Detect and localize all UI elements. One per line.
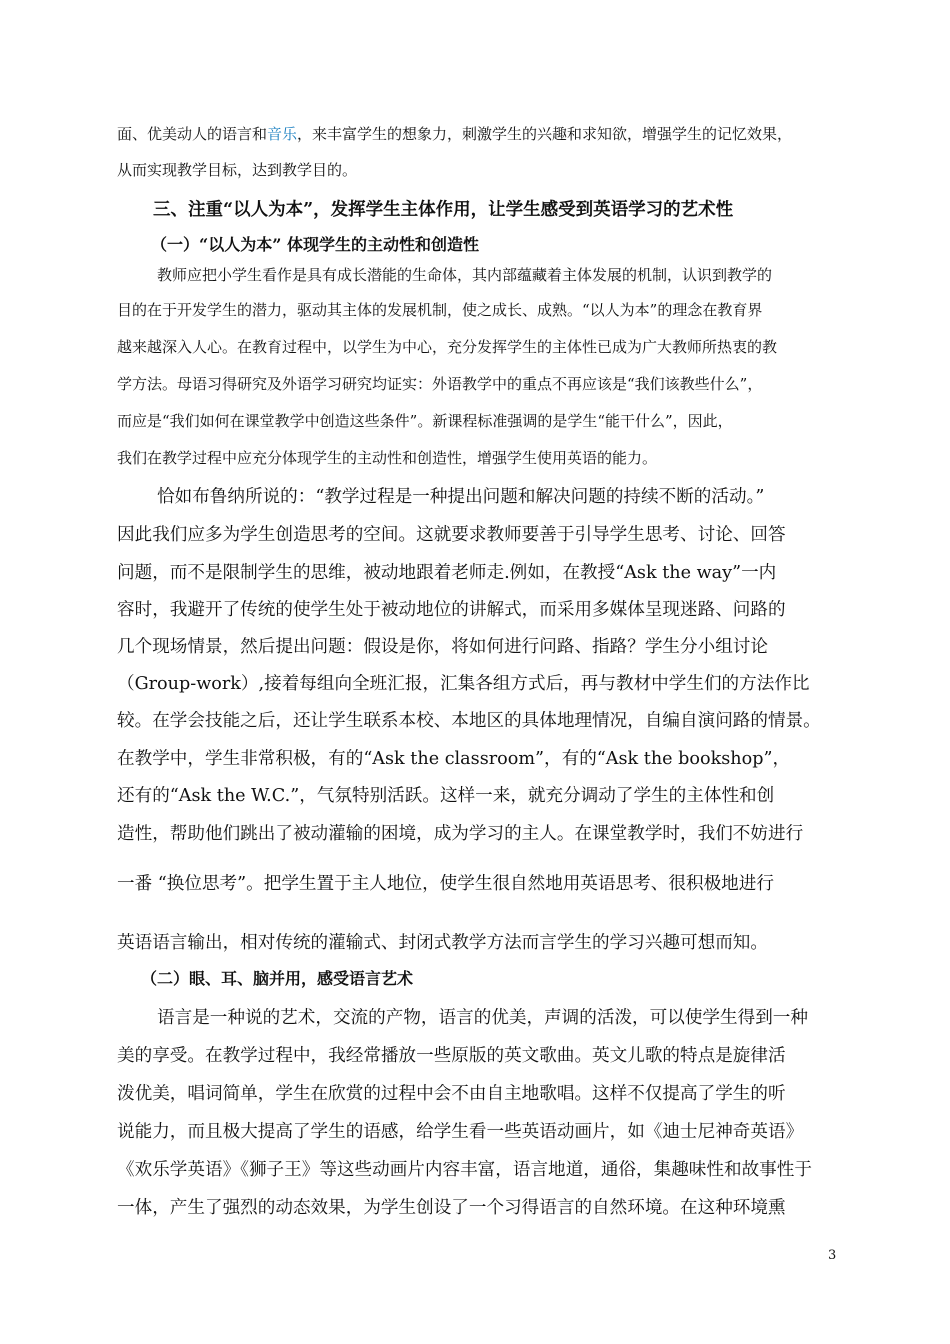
teacher-line-4: 学方法。母语习得研究及外语学习研究均证实：外语教学中的重点不再应该是“我们该教些什么”， [117,375,763,393]
bruner-line-12: 英语语言输出，相对传统的灌输式、封闭式教学方法而言学生的学习兴趣可想而知。 [117,933,768,953]
subsection-2-heading: （二）眼、耳、脑并用，感受语言艺术 [141,969,414,988]
bruner-line-1: 恰如布鲁纳所说的：“教学过程是一种提出问题和解决问题的持续不断的活动。” [157,487,765,507]
language-line-1: 语言是一种说的艺术，交流的产物，语言的优美，声调的活泼，可以使学生得到一种 [157,1008,808,1028]
language-line-5: 《欢乐学英语》《狮子王》等这些动画片内容丰富，语言地道，通俗，集趣味性和故事性于 [117,1160,812,1180]
bruner-line-8: 在教学中，学生非常积极，有的“Ask the classroom”，有的“Ask the bookshop”， [117,749,791,769]
bruner-line-5: 几个现场情景，然后提出问题：假设是你，将如何进行问路、指路？学生分小组讨论 [117,637,768,657]
intro-text-a: 面、优美动人的语言和 [117,125,268,143]
language-line-2: 美的享受。在教学过程中，我经常播放一些原版的英文歌曲。英文儿歌的特点是旋律活 [117,1046,786,1066]
intro-text-b: ，来丰富学生的想象力，刺激学生的兴趣和求知欲，增强学生的记忆效果， [297,125,793,143]
page-number: 3 [828,1248,837,1263]
bruner-line-2: 因此我们应多为学生创造思考的空间。这就要求教师要善于引导学生思考、讨论、回答 [117,525,786,545]
teacher-line-1: 教师应把小学生看作是具有成长潜能的生命体，其内部蕴藏着主体发展的机制，认识到教学的 [157,266,773,284]
teacher-line-3: 越来越深入人心。在教育过程中，以学生为中心，充分发挥学生的主体性已成为广大教师所热衷的教 [117,338,778,356]
bruner-line-11: 一番 “换位思考”。把学生置于主人地位，使学生很自然地用英语思考、很积极地进行 [117,874,774,894]
language-line-6: 一体，产生了强烈的动态效果，为学生创设了一个习得语言的自然环境。在这种环境熏 [117,1198,786,1218]
subsection-1-heading: （一）“以人为本” 体现学生的主动性和创造性 [151,235,479,254]
language-line-3: 泼优美，唱词简单，学生在欣赏的过程中会不由自主地歌唱。这样不仅提高了学生的听 [117,1084,786,1104]
bruner-line-10: 造性，帮助他们跳出了被动灌输的困境，成为学习的主人。在课堂教学时，我们不妨进行 [117,824,804,844]
bruner-line-6: （Group-work）,接着每组向全班汇报，汇集各组方式后，再与教材中学生们的方法作比 [117,674,810,694]
music-link[interactable]: 音乐 [267,125,298,143]
intro-line-2: 从而实现教学目标，达到教学目的。 [117,161,358,179]
section-3-heading: 三、注重“以人为本”，发挥学生主体作用，让学生感受到英语学习的艺术性 [153,200,734,220]
teacher-line-2: 目的在于开发学生的潜力，驱动其主体的发展机制，使之成长、成熟。“以人为本”的理念在教育界 [117,301,763,319]
bruner-line-7: 较。在学会技能之后，还让学生联系本校、本地区的具体地理情况，自编自演问路的情景。 [117,711,821,731]
teacher-line-5: 而应是“我们如何在课堂教学中创造这些条件”。新课程标准强调的是学生“能干什么”，因此， [117,412,733,430]
bruner-line-9: 还有的“Ask the W.C.”，气氛特别活跃。这样一来，就充分调动了学生的主体性和创 [117,786,775,806]
teacher-line-6: 我们在教学过程中应充分体现学生的主动性和创造性，增强学生使用英语的能力。 [117,449,658,467]
language-line-4: 说能力，而且极大提高了学生的语感，给学生看一些英语动画片，如《迪士尼神奇英语》 [117,1122,804,1142]
bruner-line-4: 容时，我避开了传统的使学生处于被动地位的讲解式，而采用多媒体呈现迷路、问路的 [117,600,786,620]
intro-line-1 [117,123,792,144]
bruner-line-3: 问题，而不是限制学生的思维，被动地跟着老师走.例如，在教授“Ask the way”一内 [117,563,777,583]
